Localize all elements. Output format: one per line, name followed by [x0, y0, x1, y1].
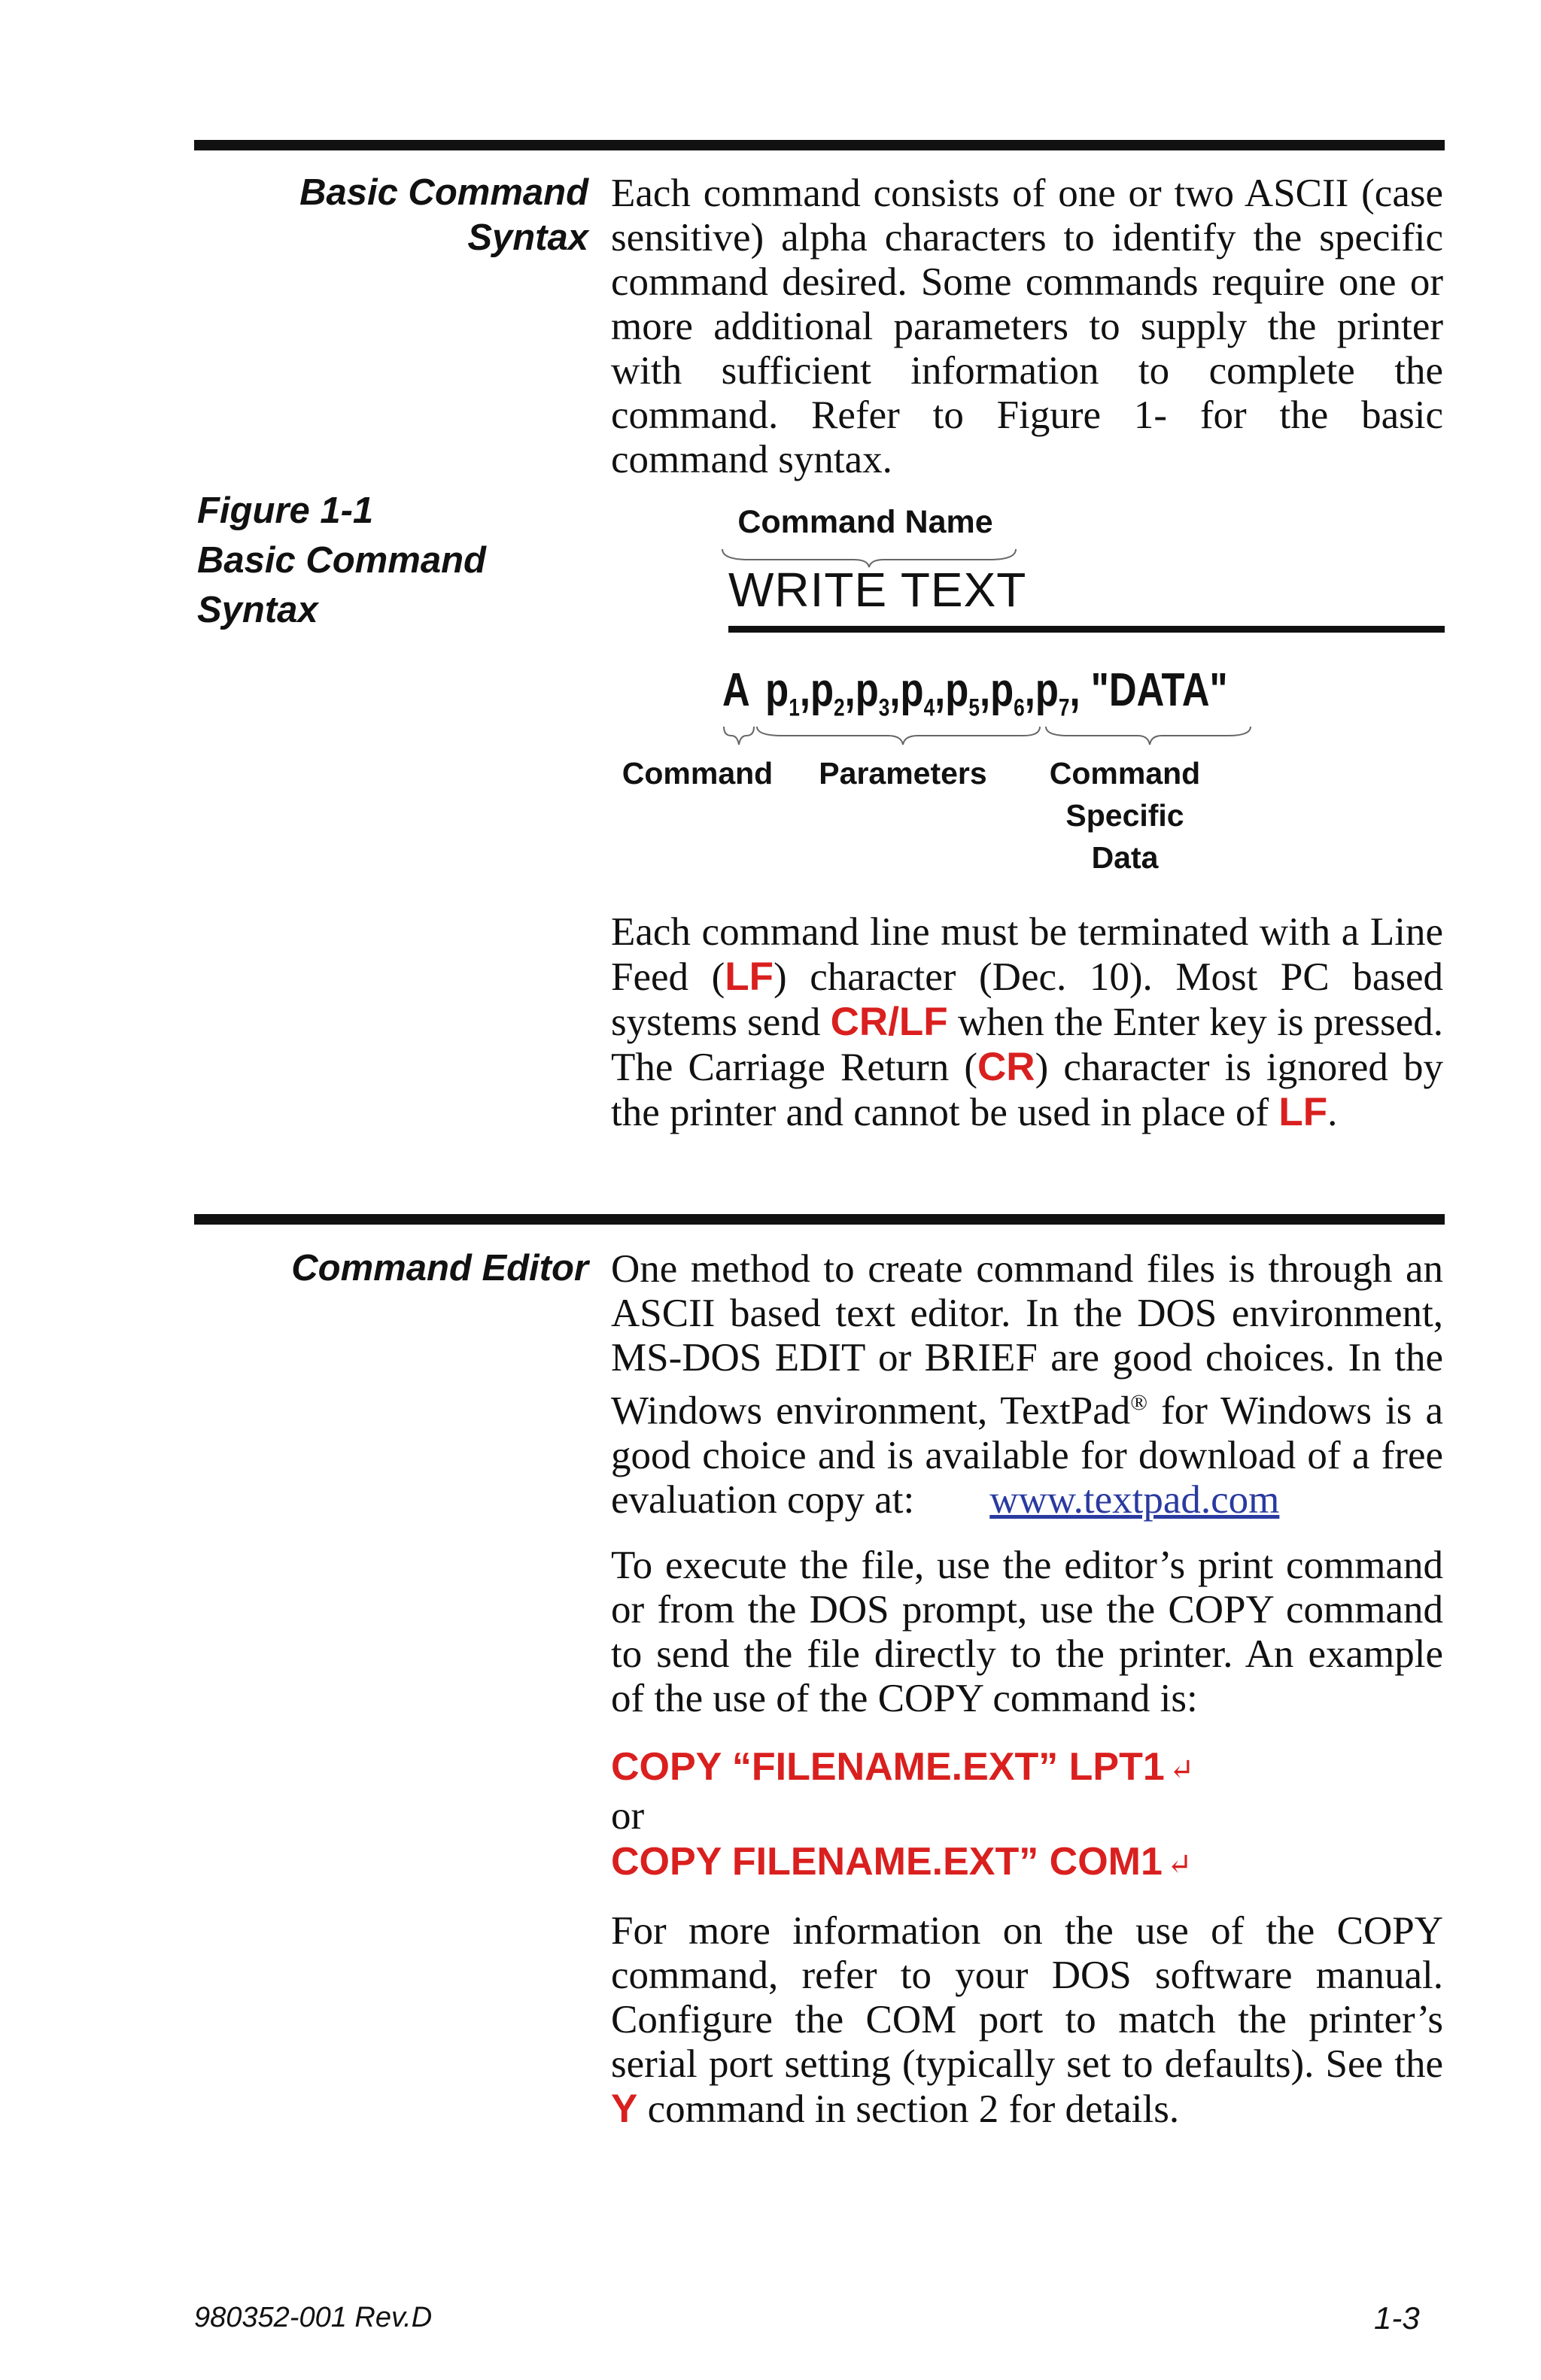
enter-key-icon: ↵: [1169, 1752, 1195, 1787]
copy-example-lpt1: [611, 1744, 1443, 1793]
section-heading-basic-command-syntax: [167, 170, 588, 260]
copy-command-text: COPY FILENAME.EXT” COM1: [611, 1839, 1163, 1884]
textpad-link[interactable]: www.textpad.com: [989, 1477, 1280, 1522]
heading-line: Basic Command: [299, 172, 588, 213]
lf-keyword: LF: [1278, 1090, 1328, 1134]
param-token: $p_4$,: [900, 664, 946, 721]
copy-example-com1: [611, 1838, 1443, 1888]
footer-page-number: 1-3: [1374, 2300, 1420, 2336]
crlf-keyword: CR/LF: [830, 1000, 948, 1044]
label-parameters: Parameters: [819, 756, 987, 791]
y-command-keyword: Y: [611, 2086, 638, 2131]
text-run: when the Enter key is pressed. The Carriage Return (: [611, 1000, 1443, 1089]
heading-line: Syntax: [467, 217, 588, 258]
figure-caption: [197, 486, 573, 635]
text-run: .: [1327, 1091, 1338, 1134]
footer-doc-number: 980352-001 Rev.D: [194, 2302, 433, 2333]
top-rule: [194, 140, 1445, 150]
syntax-braces: [602, 724, 1445, 754]
text-run: for Windows is a good choice and is available for download of a free evaluation copy at:: [611, 1389, 1443, 1522]
param-token: $p_5$,: [945, 664, 991, 721]
text-run: For more information on the use of the COPY command, refer to your DOS software manual. Configure the COM port to match the printer’s serial port setting (typically set to defaults). See the: [611, 1908, 1443, 2086]
command-name-label: Command Name: [737, 504, 993, 540]
syntax-paragraph: Each command consists of one or two ASCII (case sensitive) alpha characters to identify the specific command desired. Some commands require one or more additional parameters to supply the printer with sufficient information to complete the command. Refer to Figure 1- for the basic command syntax.: [611, 172, 1443, 481]
syntax-data-token: "DATA": [1090, 664, 1228, 716]
label-line: Data: [1091, 840, 1159, 875]
text-run: ) character is ignored by the printer and cannot be used in place of: [611, 1046, 1444, 1134]
termination-body: [611, 910, 1443, 1135]
label-line: Specific: [1065, 798, 1184, 833]
registered-mark: ®: [1130, 1390, 1148, 1415]
section-heading-command-editor: [167, 1246, 588, 1291]
termination-paragraph: [611, 910, 1443, 1135]
figure-caption-line: Syntax: [197, 590, 318, 630]
heading-line: Command Editor: [291, 1248, 588, 1289]
syntax-command-letter: A: [722, 664, 749, 716]
figure-caption-line: Basic Command: [197, 540, 486, 581]
or-text: or: [611, 1793, 645, 1838]
param-token: $p_2$,: [810, 664, 856, 721]
param-token: $p_7$,: [1035, 664, 1081, 721]
cr-keyword: CR: [977, 1045, 1035, 1089]
execute-paragraph: To execute the file, use the editor’s print command or from the DOS prompt, use the COPY command to send the file directly to the printer. An example of the use of the COPY command is:: [611, 1543, 1443, 1720]
text-run: ) character (Dec. 10). Most PC based systems send: [611, 955, 1443, 1044]
param-token: $p_6$,: [990, 664, 1035, 721]
enter-key-icon: ↵: [1166, 1847, 1193, 1881]
title-underline: [728, 626, 1445, 633]
param-token: $p_3$,: [855, 664, 901, 721]
write-text-title: WRITE TEXT: [728, 563, 1027, 617]
section-rule: [194, 1214, 1445, 1225]
label-line: Command: [1049, 756, 1201, 791]
info-paragraph: [611, 1909, 1443, 2132]
label-command-specific-data: [1008, 752, 1242, 879]
copy-command-text: COPY “FILENAME.EXT” LPT1: [611, 1744, 1165, 1789]
text-run: One method to create command files is through an ASCII based text editor. In the DOS environment, MS-DOS EDIT or BRIEF are good choices. In the Windows environment, TextPad: [611, 1247, 1443, 1433]
syntax-parameters: [765, 664, 1091, 721]
section1-body: [611, 172, 1443, 482]
editor-paragraph: [611, 1247, 1443, 1522]
param-token: $p_1$,: [765, 664, 810, 721]
lf-keyword: LF: [725, 955, 774, 999]
syntax-figure: [602, 496, 1445, 888]
figure-caption-line: Figure 1-1: [197, 490, 374, 531]
label-command: Command: [622, 756, 774, 791]
section2-body: [611, 1247, 1443, 2132]
text-run: command in section 2 for details.: [637, 2087, 1180, 2131]
text-run: Each command line must be terminated with a Line Feed (: [611, 910, 1443, 999]
